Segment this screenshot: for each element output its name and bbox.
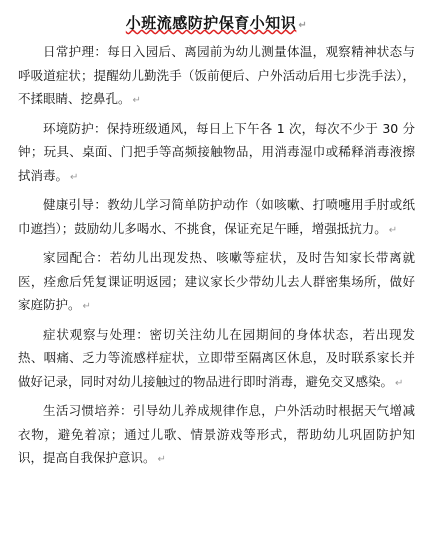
paragraph-label: 生活习惯培养： — [43, 403, 133, 418]
paragraph-text: 密切关注幼儿在园期间的身体状态，若出现发热、咽痛、乏力等流感样症状，立即带至隔离区休息，及时联系家长并做好记录，同时对幼儿接触过的物品进行即时消毒，避免交叉感染。 — [18, 326, 415, 389]
paragraph-label: 环境防护： — [43, 120, 107, 136]
paragraph-home-school — [18, 246, 415, 319]
paragraph-text: 引导幼儿养成规律作息，户外活动时根据天气增减衣物，避免着凉；通过儿歌、情景游戏等形式，帮助幼儿巩固防护知识，提高自我保护意识。 — [18, 403, 415, 465]
paragraph-label: 日常护理： — [43, 44, 108, 59]
paragraph-label: 家园配合： — [43, 250, 110, 265]
paragraph-mark-icon: ↵ — [70, 171, 79, 183]
paragraph-mark-icon: ↵ — [395, 377, 404, 389]
paragraph-mark-icon: ↵ — [82, 301, 91, 312]
document-title — [18, 12, 415, 33]
paragraph-symptom-observation — [18, 323, 415, 396]
paragraph-environment — [18, 117, 415, 190]
paragraph-label: 健康引导： — [43, 197, 108, 212]
paragraph-mark-icon: ↵ — [298, 20, 308, 31]
paragraph-text: 保持班级通风，每日上下午各 1 次，每次不少于 30 分钟；玩具、桌面、门把手等高频接触物品，用消毒湿巾或稀释消毒液擦拭消毒。 — [18, 120, 415, 183]
paragraph-mark-icon: ↵ — [388, 224, 398, 236]
paragraph-mark-icon: ↵ — [132, 95, 141, 106]
paragraph-mark-icon: ↵ — [157, 454, 166, 465]
title-text: 小班流感防护保育小知识 — [125, 14, 297, 32]
paragraph-label: 症状观察与处理： — [43, 326, 150, 342]
paragraph-text: 教幼儿学习简单防护动作（如咳嗽、打喷嚏用手肘或纸巾遮挡）；鼓励幼儿多喝水、不挑食，保证充足午睡，增强抵抗力。 — [18, 197, 415, 236]
paragraph-health-guidance — [18, 193, 415, 242]
paragraph-text: 若幼儿出现发热、咳嗽等症状，及时告知家长带离就医，痊愈后凭复课证明返园；建议家长少带幼儿去人群密集场所，做好家庭防护。 — [18, 250, 415, 312]
paragraph-habits — [18, 399, 415, 472]
paragraph-daily-care — [18, 40, 415, 113]
paragraph-text: 每日入园后、离园前为幼儿测量体温，观察精神状态与呼吸道症状；提醒幼儿勤洗手（饭前便后、户外活动后用七步洗手法），不揉眼睛、挖鼻孔。 — [18, 44, 415, 106]
